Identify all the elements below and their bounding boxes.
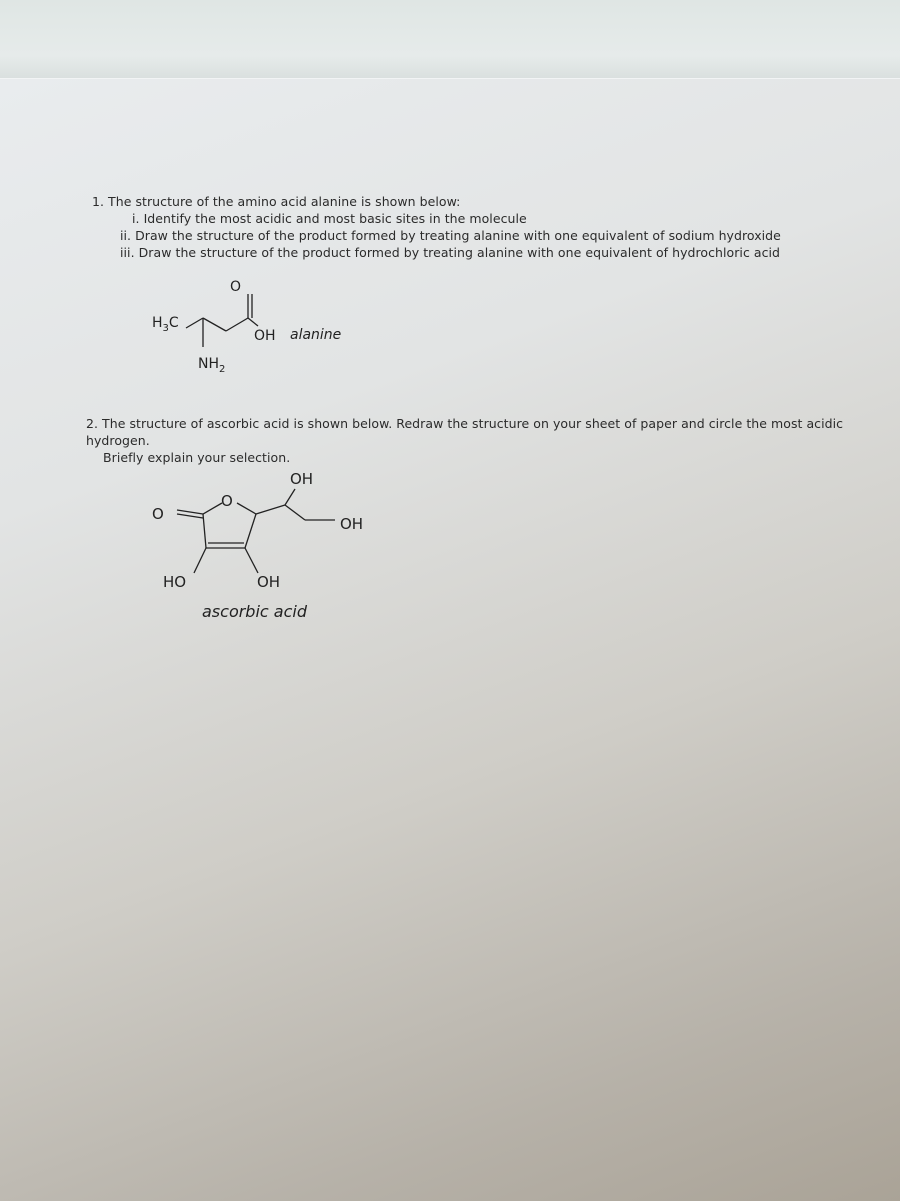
question-2	[86, 415, 900, 466]
ascorbic-side-oh-right: OH	[340, 515, 364, 533]
alanine-hydroxyl: OH	[254, 328, 276, 344]
question-1-item-ii: ii. Draw the structure of the product formed by treating alanine with one equivalent of sodium hydroxide	[120, 228, 781, 243]
ascorbic-name-label: ascorbic acid	[202, 602, 307, 621]
ascorbic-side-oh-top: OH	[290, 470, 314, 488]
ascorbic-ring-oh-left: HO	[163, 573, 187, 591]
question-1-item-iii: iii. Draw the structure of the product formed by treating alanine with one equivalent of hydrochloric acid	[120, 245, 781, 260]
question-2-line-1: 2. The structure of ascorbic acid is shown below. Redraw the structure on your sheet of paper and circle the most acidic hydrogen.	[86, 416, 844, 448]
alanine-amine-label: $NH_2$	[198, 356, 226, 375]
alanine-name-label: alanine	[290, 327, 342, 343]
question-1-item-i: i. Identify the most acidic and most basic sites in the molecule	[132, 211, 527, 226]
question-1-stem: 1. The structure of the amino acid alanine is shown below:	[92, 194, 461, 209]
alanine-methyl-label: $H_3C$	[152, 315, 179, 334]
ascorbic-ring-oh-right: OH	[257, 573, 281, 591]
question-2-line-2: Briefly explain your selection.	[103, 450, 291, 465]
ascorbic-ring-o: O	[221, 492, 233, 510]
alanine-carbonyl-o: O	[230, 279, 242, 295]
ascorbic-carbonyl-o: O	[152, 505, 164, 523]
